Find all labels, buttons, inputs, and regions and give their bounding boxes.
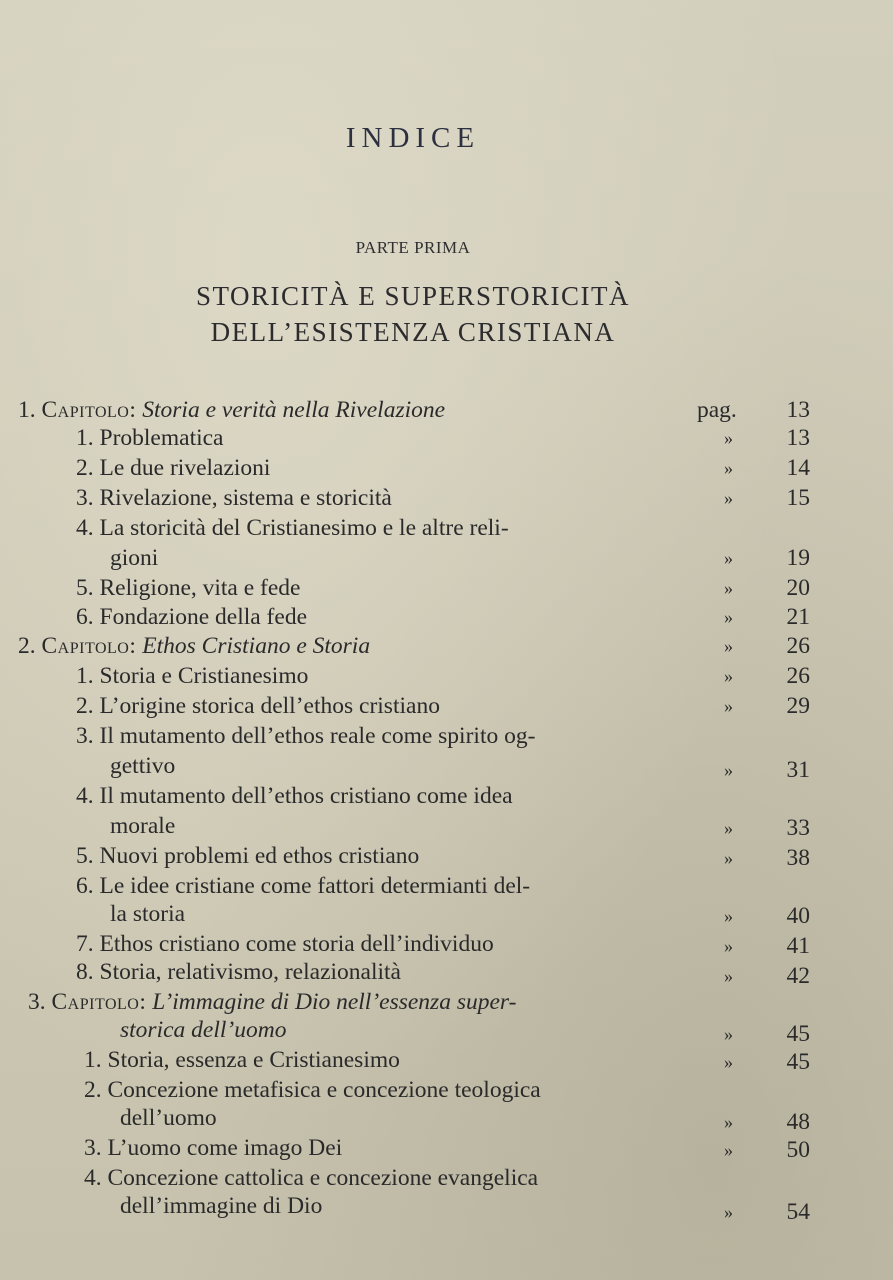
ditto-mark: » [724, 848, 733, 868]
section-number: 1. [84, 1047, 102, 1073]
section-3-2 [84, 1076, 541, 1104]
section-page: 29 [786, 693, 810, 719]
section-text: Concezione cattolica e concezione evangelica [107, 1165, 539, 1191]
ditto-mark: » [724, 966, 733, 986]
chapter-3-page: 45 [786, 1021, 810, 1047]
section-number: 2. [76, 693, 94, 719]
ditto-mark: » [724, 1202, 733, 1222]
section-number: 5. [76, 843, 94, 869]
ditto-mark: » [724, 488, 733, 508]
chapter-word: Capitolo: [41, 397, 137, 423]
section-1-3 [76, 484, 392, 512]
section-number: 4. [84, 1165, 102, 1191]
ditto-mark: » [724, 936, 733, 956]
section-2-6 [76, 872, 530, 900]
part-label: PARTE PRIMA [355, 238, 471, 257]
ditto-mark: » [724, 1052, 733, 1072]
section-page: 42 [786, 963, 810, 989]
section-page: 13 [786, 425, 810, 451]
section-page: 45 [786, 1049, 810, 1075]
ditto-mark: » [724, 578, 733, 598]
section-text: Religione, vita e fede [99, 575, 301, 601]
chapter-number: 1. [18, 397, 36, 423]
ditto-mark: » [724, 818, 733, 838]
section-text: Problematica [99, 425, 224, 451]
section-number: 3. [76, 723, 94, 749]
chapter-number: 2. [18, 633, 36, 659]
chapter-word: Capitolo: [51, 989, 147, 1015]
section-page: 26 [786, 663, 810, 689]
section-2-2 [76, 692, 440, 720]
ditto-mark: » [724, 607, 733, 627]
ditto-mark: » [724, 548, 733, 568]
part-title-line-2: DELL’ESISTENZA CRISTIANA [210, 317, 616, 347]
section-number: 6. [76, 604, 94, 630]
section-text: Il mutamento dell’ethos cristiano come idea [99, 783, 513, 809]
section-page: 33 [786, 815, 810, 841]
part-title-line-1: STORICITÀ E SUPERSTORICITÀ [195, 281, 631, 311]
section-number: 1. [76, 663, 94, 689]
section-page: 21 [786, 604, 810, 630]
index-title: INDICE [345, 122, 481, 154]
section-text: Il mutamento dell’ethos reale come spirito og- [99, 723, 536, 749]
section-text: Storia, relativismo, relazionalità [99, 959, 401, 985]
section-1-4 [76, 514, 509, 542]
section-3-4-continuation: dell’immagine di Dio [120, 1193, 323, 1219]
ditto-mark: » [724, 636, 733, 656]
section-number: 7. [76, 931, 94, 957]
section-number: 4. [76, 515, 94, 541]
section-text: Le due rivelazioni [99, 455, 271, 481]
ditto-mark: » [724, 1024, 733, 1044]
section-text: Storia, essenza e Cristianesimo [107, 1047, 400, 1073]
section-text: Rivelazione, sistema e storicità [99, 485, 392, 511]
chapter-1-heading [18, 396, 445, 424]
ditto-mark: » [724, 428, 733, 448]
section-1-2 [76, 454, 270, 482]
page-label: pag. [697, 397, 737, 423]
ditto-mark: » [724, 1112, 733, 1132]
section-3-1 [84, 1046, 400, 1074]
section-2-4-continuation: morale [110, 813, 176, 839]
section-number: 3. [76, 485, 94, 511]
section-1-4-continuation: gioni [110, 545, 159, 571]
chapter-title: Ethos Cristiano e Storia [142, 633, 371, 659]
section-number: 4. [76, 783, 94, 809]
section-2-6-continuation: la storia [110, 901, 186, 927]
section-number: 3. [84, 1135, 102, 1161]
section-text: Ethos cristiano come storia dell’individuo [99, 931, 494, 957]
section-text: Nuovi problemi ed ethos cristiano [99, 843, 420, 869]
ditto-mark: » [724, 906, 733, 926]
section-page: 38 [786, 845, 810, 871]
chapter-2-heading [18, 632, 370, 660]
section-2-3 [76, 722, 535, 750]
section-1-6 [76, 603, 307, 631]
section-page: 14 [786, 455, 810, 481]
section-2-7 [76, 930, 494, 958]
section-text: Concezione metafisica e concezione teologica [107, 1077, 541, 1103]
chapter-2-page: 26 [786, 633, 810, 659]
chapter-3-heading [28, 988, 516, 1016]
section-page: 54 [786, 1199, 810, 1225]
chapter-1-page: 13 [786, 397, 810, 423]
ditto-mark: » [724, 458, 733, 478]
section-3-3 [84, 1134, 342, 1162]
section-2-4 [76, 782, 513, 810]
section-2-5 [76, 842, 419, 870]
section-number: 8. [76, 959, 94, 985]
section-number: 2. [76, 455, 94, 481]
ditto-mark: » [724, 696, 733, 716]
section-page: 19 [786, 545, 810, 571]
section-page: 50 [786, 1137, 810, 1163]
section-text: L’uomo come imago Dei [107, 1135, 343, 1161]
section-1-1 [76, 424, 223, 452]
chapter-number: 3. [28, 989, 46, 1015]
section-page: 48 [786, 1109, 810, 1135]
ditto-mark: » [724, 760, 733, 780]
section-page: 41 [786, 933, 810, 959]
section-page: 31 [786, 757, 810, 783]
section-number: 6. [76, 873, 94, 899]
section-number: 2. [84, 1077, 102, 1103]
section-3-4 [84, 1164, 538, 1192]
chapter-title: L’immagine di Dio nell’essenza super- [152, 989, 517, 1015]
section-text: La storicità del Cristianesimo e le altre reli- [99, 515, 509, 541]
section-2-8 [76, 958, 401, 986]
section-3-2-continuation: dell’uomo [120, 1105, 217, 1131]
section-number: 5. [76, 575, 94, 601]
section-page: 20 [786, 575, 810, 601]
section-text: Fondazione della fede [99, 604, 307, 630]
section-text: Le idee cristiane come fattori determianti del- [99, 873, 531, 899]
section-number: 1. [76, 425, 94, 451]
chapter-3-title-continuation: storica dell’uomo [120, 1017, 287, 1043]
section-page: 15 [786, 485, 810, 511]
section-1-5 [76, 574, 300, 602]
section-page: 40 [786, 903, 810, 929]
section-2-1 [76, 662, 308, 690]
section-text: L’origine storica dell’ethos cristiano [99, 693, 440, 719]
chapter-title: Storia e verità nella Rivelazione [142, 397, 446, 423]
section-2-3-continuation: gettivo [110, 753, 176, 779]
ditto-mark: » [724, 1140, 733, 1160]
ditto-mark: » [724, 666, 733, 686]
chapter-word: Capitolo: [41, 633, 137, 659]
section-text: Storia e Cristianesimo [99, 663, 309, 689]
